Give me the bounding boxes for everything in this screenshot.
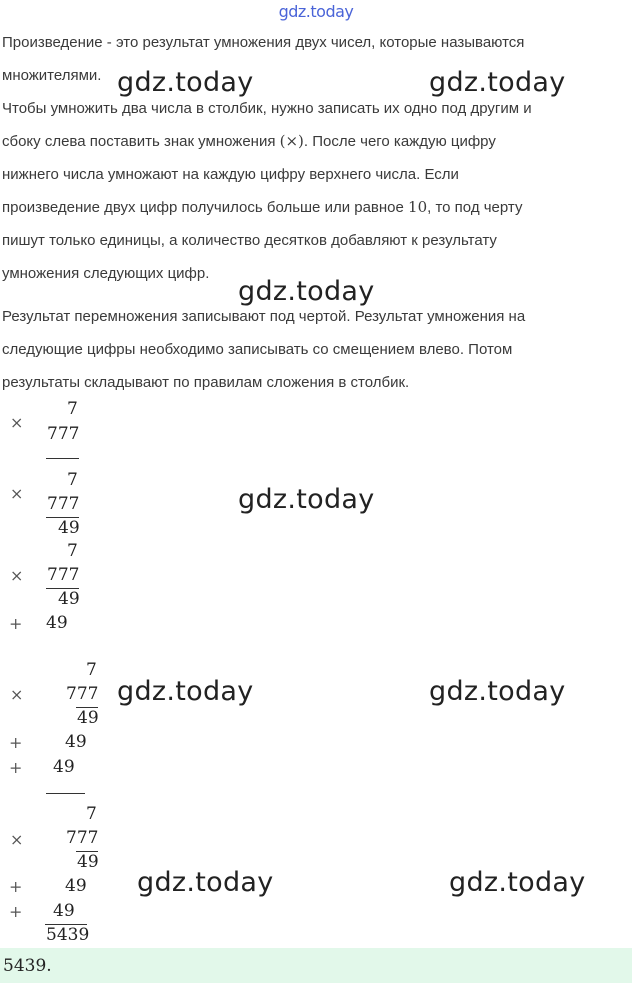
partial-product: 49 <box>65 732 87 752</box>
theory-fragment: сбоку слева поставить знак умножения <box>2 133 280 150</box>
final-product: 5439 <box>46 925 90 945</box>
multiplicand-top: 7 <box>67 470 78 490</box>
multiplier-bottom: 777 <box>66 684 99 704</box>
theory-line: нижнего числа умножают на каждую цифру верхнего числа. Если <box>2 166 459 183</box>
partial-product: 49 <box>58 518 80 538</box>
partial-product: 49 <box>77 708 99 728</box>
watermark: gdz.today <box>429 67 566 98</box>
theory-line: следующие цифры необходимо записывать со смещением влево. Потом <box>2 341 513 358</box>
theory-line: Чтобы умножить два числа в столбик, нужно записать их одно под другим и <box>2 100 532 117</box>
theory-line: Результат перемножения записывают под чертой. Результат умножения на <box>2 308 526 325</box>
watermark: gdz.today <box>117 67 254 98</box>
column-rule <box>46 458 79 459</box>
plus-sign: + <box>9 614 23 633</box>
multiplicand-top: 7 <box>86 660 97 680</box>
times-sign: × <box>10 413 24 432</box>
watermark: gdz.today <box>429 676 566 707</box>
times-symbol: (×) <box>279 132 304 150</box>
partial-product: 49 <box>53 757 75 777</box>
watermark: gdz.today <box>137 867 274 898</box>
times-sign: × <box>10 566 24 585</box>
multiplicand-top: 7 <box>67 399 78 419</box>
plus-sign: + <box>9 758 23 777</box>
theory-line <box>2 125 627 158</box>
answer-text: 5439. <box>3 956 52 976</box>
theory-fragment: . После чего каждую цифру <box>303 133 496 150</box>
plus-sign: + <box>9 877 23 896</box>
theory-line: результаты складывают по правилам сложения в столбик. <box>2 374 410 391</box>
plus-sign: + <box>9 902 23 921</box>
times-sign: × <box>10 484 24 503</box>
times-sign: × <box>10 830 24 849</box>
times-sign: × <box>10 685 24 704</box>
watermark: gdz.today <box>449 867 586 898</box>
partial-product: 49 <box>53 901 75 921</box>
multiplier-bottom: 777 <box>66 828 99 848</box>
theory-line: множителями. <box>2 67 102 84</box>
answer-box <box>0 948 632 983</box>
theory-fragment: , то под черту <box>427 199 523 216</box>
partial-product: 49 <box>58 589 80 609</box>
theory-fragment: произведение двух цифр получилось больше или равное <box>2 199 409 216</box>
math-number: 10 <box>408 198 428 216</box>
partial-product: 49 <box>65 876 87 896</box>
site-logo[interactable]: gdz.today <box>278 2 354 21</box>
multiplicand-top: 7 <box>86 804 97 824</box>
multiplier-bottom: 777 <box>47 565 80 585</box>
watermark: gdz.today <box>238 276 375 307</box>
theory-line: умножения следующих цифр. <box>2 265 210 282</box>
column-rule <box>46 793 85 794</box>
partial-product: 49 <box>46 613 68 633</box>
multiplier-bottom: 777 <box>47 424 80 444</box>
watermark: gdz.today <box>238 484 375 515</box>
watermark: gdz.today <box>117 676 254 707</box>
multiplier-bottom: 777 <box>47 494 80 514</box>
theory-line <box>2 191 627 224</box>
partial-product: 49 <box>77 852 99 872</box>
multiplicand-top: 7 <box>67 541 78 561</box>
theory-line: пишут только единицы, а количество десятков добавляют к результату <box>2 232 497 249</box>
plus-sign: + <box>9 733 23 752</box>
theory-line: Произведение - это результат умножения двух чисел, которые называются <box>2 34 525 51</box>
